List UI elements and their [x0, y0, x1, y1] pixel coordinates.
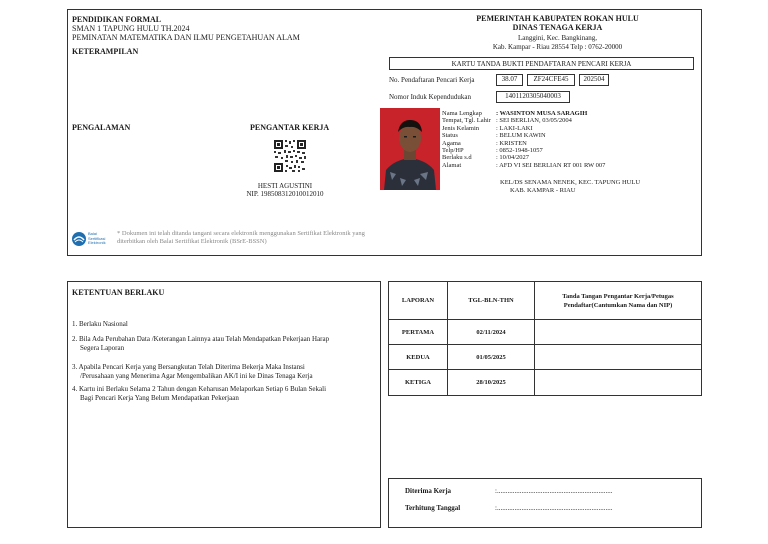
- registration-part3: 202504: [579, 74, 609, 86]
- introducer-name: HESTI AGUSTINI: [257, 182, 313, 190]
- received-label: Diterima Kerja: [405, 487, 452, 495]
- bsre-logo-text: Balai Sertifikasi Elektronik: [88, 231, 106, 245]
- report-row-label: KEDUA: [388, 344, 448, 370]
- report-row-signature: [534, 369, 702, 396]
- report-row-date: 28/10/2025: [447, 369, 535, 396]
- experience-heading: PENGALAMAN: [72, 123, 131, 132]
- bio-row-name: Nama Lengkap : WASINTON MUSA SARAGIH: [442, 110, 588, 117]
- registration-part2: ZF24CFE45: [527, 74, 575, 86]
- bio-row-valid-until: Berlaku s.d : 10/04/2027: [442, 154, 530, 162]
- bio-row-gender: Jenis Kelamin : LAKI-LAKI: [442, 124, 533, 132]
- report-row-signature: [534, 344, 702, 370]
- rules-list: [72, 320, 334, 403]
- counted-label: Terhitung Tanggal: [405, 504, 461, 512]
- rules-title: KETENTUAN BERLAKU: [72, 288, 165, 297]
- address-continuation-2: KAB. KAMPAR - RIAU: [510, 187, 576, 194]
- employment-box: [388, 478, 702, 528]
- profile-photo: [380, 108, 440, 190]
- address-continuation-1: KEL/DS SENAMA NENEK, KEC. TAPUNG HULU: [500, 179, 641, 186]
- report-header-date: TGL-BLN-THN: [447, 281, 535, 320]
- registration-label: No. Pendaftaran Pencari Kerja: [389, 76, 475, 84]
- bsre-note-line2: diterbitkan oleh Balai Sertifikat Elektronik (BSrE-BSSN): [117, 238, 267, 245]
- dept-address-line2: Kab. Kampar - Riau 28554 Telp : 0762-20000: [492, 43, 623, 51]
- bio-row-phone: Telp/HP : 0852-1948-1057: [442, 147, 543, 155]
- rule-item-4: 4. Kartu ini Berlaku Selama 2 Tahun dengan Keharusan Melaporkan Setiap 6 Bulan Sekali Bagi Pencari Kerja Yang Belum Mendapatkan Pekerjaan: [72, 385, 327, 402]
- report-header-report: LAPORAN: [388, 281, 448, 320]
- rule-item-2: 2. Bila Ada Perubahan Data /Keterangan Lainnya atau Telah Mendapatkan Pekerjaan Harap Segera Laporan: [72, 335, 330, 352]
- bio-row-religion: Agama : KRISTEN: [442, 139, 527, 147]
- rule-item-3: 3. Apabila Pencari Kerja yang Bersangkutan Telah Diterima Bekerja Maka Instansi /Perusahaan yang Menerima Agar Mengembalikan AK/I ini ke Dinas Tenaga Kerja: [72, 363, 313, 380]
- skills-heading: KETERAMPILAN: [72, 47, 139, 56]
- report-row-date: 01/05/2025: [447, 344, 535, 370]
- bsre-note-line1: * Dokumen ini telah ditanda tangani secara elektronik menggunakan Sertifikat Elektronik yang: [117, 230, 365, 237]
- report-header-signature: Tanda Tangan Pengantar Kerja/Petugas Pendaftar(Cantumkan Nama dan NIP): [534, 281, 702, 320]
- bio-list: [442, 110, 702, 169]
- qr-code: [273, 139, 307, 173]
- bio-row-birth: Tempat, Tgl. Lahir : SEI BERLIAN, 03/05/2004: [442, 117, 572, 125]
- report-row-label: KETIGA: [388, 369, 448, 396]
- report-row-signature: [534, 319, 702, 345]
- introducer-nip: NIP. 198508312010012010: [246, 190, 324, 198]
- dept-title: DINAS TENAGA KERJA: [512, 23, 603, 32]
- received-value: :..................................................................: [495, 487, 613, 495]
- nik-value: 1401120305040003: [496, 91, 570, 103]
- gov-title: PEMERINTAH KABUPATEN ROKAN HULU: [476, 14, 639, 23]
- report-row-date: 02/11/2024: [447, 319, 535, 345]
- dept-address-line1: Langgini, Kec. Bangkinang,: [517, 34, 598, 42]
- bio-row-status: Status : BELUM KAWIN: [442, 132, 546, 140]
- school-major: PEMINATAN MATEMATIKA DAN ILMU PENGETAHUAN ALAM: [72, 33, 300, 42]
- nik-label: Nomor Induk Kependudukan: [389, 93, 472, 101]
- rules-panel: [67, 281, 381, 528]
- bio-row-address: Alamat : AFD VI SEI BERLIAN RT 001 RW 007: [442, 161, 606, 169]
- rule-item-1: 1. Berlaku Nasional: [72, 320, 128, 328]
- registration-part1: 38.07: [496, 74, 523, 86]
- education-heading: PENDIDIKAN FORMAL: [72, 15, 162, 24]
- school-name: SMAN 1 TAPUNG HULU TH.2024: [72, 24, 190, 33]
- counted-value: :..................................................................: [495, 504, 613, 512]
- card-title: KARTU TANDA BUKTI PENDAFTARAN PENCARI KERJA: [389, 57, 694, 70]
- introducer-title: PENGANTAR KERJA: [250, 123, 330, 132]
- report-row-label: PERTAMA: [388, 319, 448, 345]
